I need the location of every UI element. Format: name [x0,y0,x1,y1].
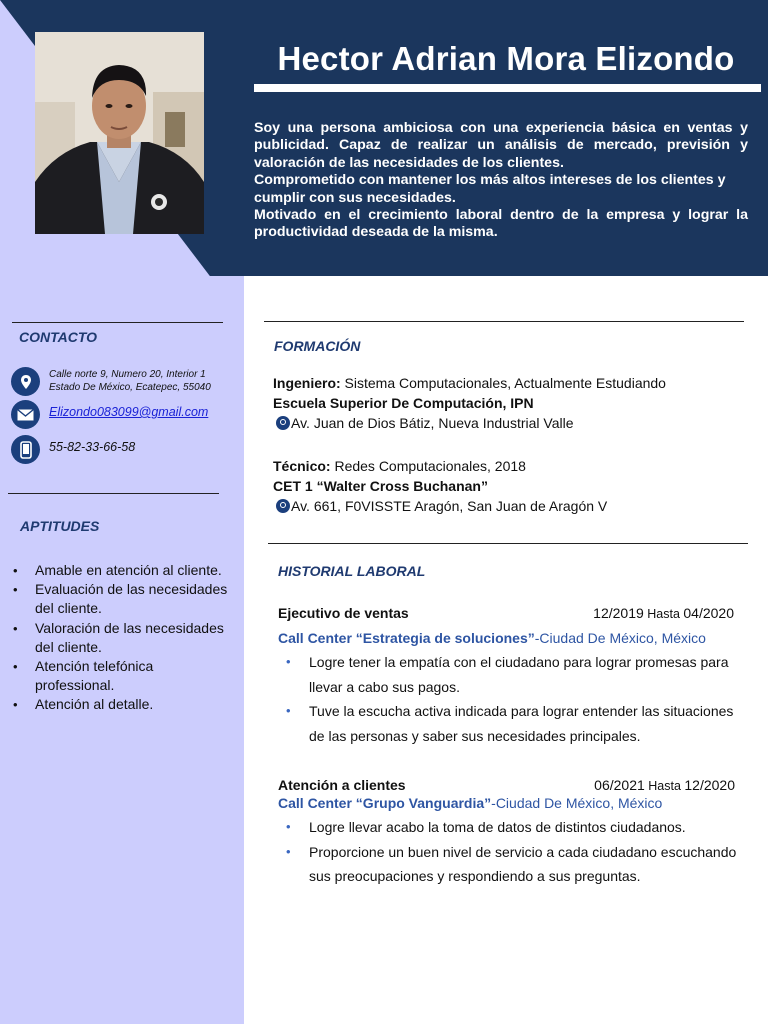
location-pin-icon [11,367,40,396]
list-item: • Atención telefónica professional. [12,657,232,695]
email-link[interactable]: Elizondo083099@gmail.com [49,405,209,419]
degree-line [273,456,743,476]
school-address: Av. Juan de Dios Bátiz, Nueva Industrial Valle [276,413,743,433]
duties-list [278,815,738,889]
address-line: Calle norte 9, Numero 20, Interior 1 [49,369,206,380]
name-underline [254,84,761,92]
school-name: CET 1 “Walter Cross Buchanan” [273,478,488,494]
work-heading: HISTORIAL LABORAL [278,563,426,579]
contact-address [49,368,211,394]
education-entry [273,373,743,433]
duties-list [278,650,738,748]
full-name: Hector Adrian Mora Elizondo [277,40,735,77]
degree-value: Redes Computacionales, 2018 [330,458,526,474]
degree-line [273,373,743,393]
profile-photo [35,32,204,234]
list-item: • Valoración de las necesidades del cliente. [12,619,232,657]
list-item: • Evaluación de las necesidades del cliente. [12,580,232,618]
address-line: Estado De México, Ecatepec, 55040 [49,382,211,393]
location-pin-icon [276,499,290,513]
phone-number: 55-82-33-66-58 [49,440,136,454]
profile-summary [254,120,748,242]
company-name: Call Center “Grupo Vanguardia”-Ciudad De México, México [278,795,663,811]
degree-label: Ingeniero: [273,375,341,391]
education-heading: FORMACIÓN [274,338,361,354]
company-name: Call Center “Estrategia de soluciones”-Ciudad De México, México [278,630,706,646]
summary-paragraph: Comprometido con mantener los más altos intereses de los clientes y cumplir con sus necesidades. [254,172,726,206]
job-dates: 12/2019 Hasta 04/2020 [593,605,734,621]
location-pin-icon [276,416,290,430]
school-address: Av. 661, F0VISSTE Aragón, San Juan de Aragón V [276,496,743,516]
job-title: Ejecutivo de ventas [278,605,409,621]
envelope-icon [11,400,40,429]
contact-heading: CONTACTO [19,329,98,345]
list-item: • Proporcione un buen nivel de servicio a cada ciudadano escuchando sus preocupaciones y respondiendo a sus preguntas. [278,840,738,889]
education-divider [264,321,744,322]
skills-divider [8,493,219,494]
skills-heading: APTITUDES [20,518,100,534]
skills-list [12,561,232,715]
contact-divider [12,322,223,323]
degree-value: Sistema Computacionales, Actualmente Estudiando [340,375,666,391]
summary-paragraph: Motivado en el crecimiento laboral dentro de la empresa y lograr la productividad deseada de la misma. [254,207,748,241]
school-name: Escuela Superior De Computación, IPN [273,395,534,411]
job-title: Atención a clientes [278,777,406,793]
list-item: • Logre llevar acabo la toma de datos de distintos ciudadanos. [278,815,738,840]
list-item: • Amable en atención al cliente. [12,561,232,580]
list-item: • Atención al detalle. [12,695,232,714]
education-entry [273,456,743,516]
job-dates: 06/2021 Hasta 12/2020 [594,777,735,793]
list-item: • Tuve la escucha activa indicada para lograr entender las situaciones de las personas y saber sus necesidades principales. [278,699,738,748]
summary-paragraph: Soy una persona ambiciosa con una experiencia básica en ventas y publicidad. Capaz de realizar un análisis de mercado, previsión y valoración de las necesidades de los clientes. [254,120,748,171]
degree-label: Técnico: [273,458,331,474]
list-item: • Logre tener la empatía con el ciudadano para lograr promesas para llevar a cabo sus pagos. [278,650,738,699]
phone-icon [11,435,40,464]
work-divider [268,543,748,544]
